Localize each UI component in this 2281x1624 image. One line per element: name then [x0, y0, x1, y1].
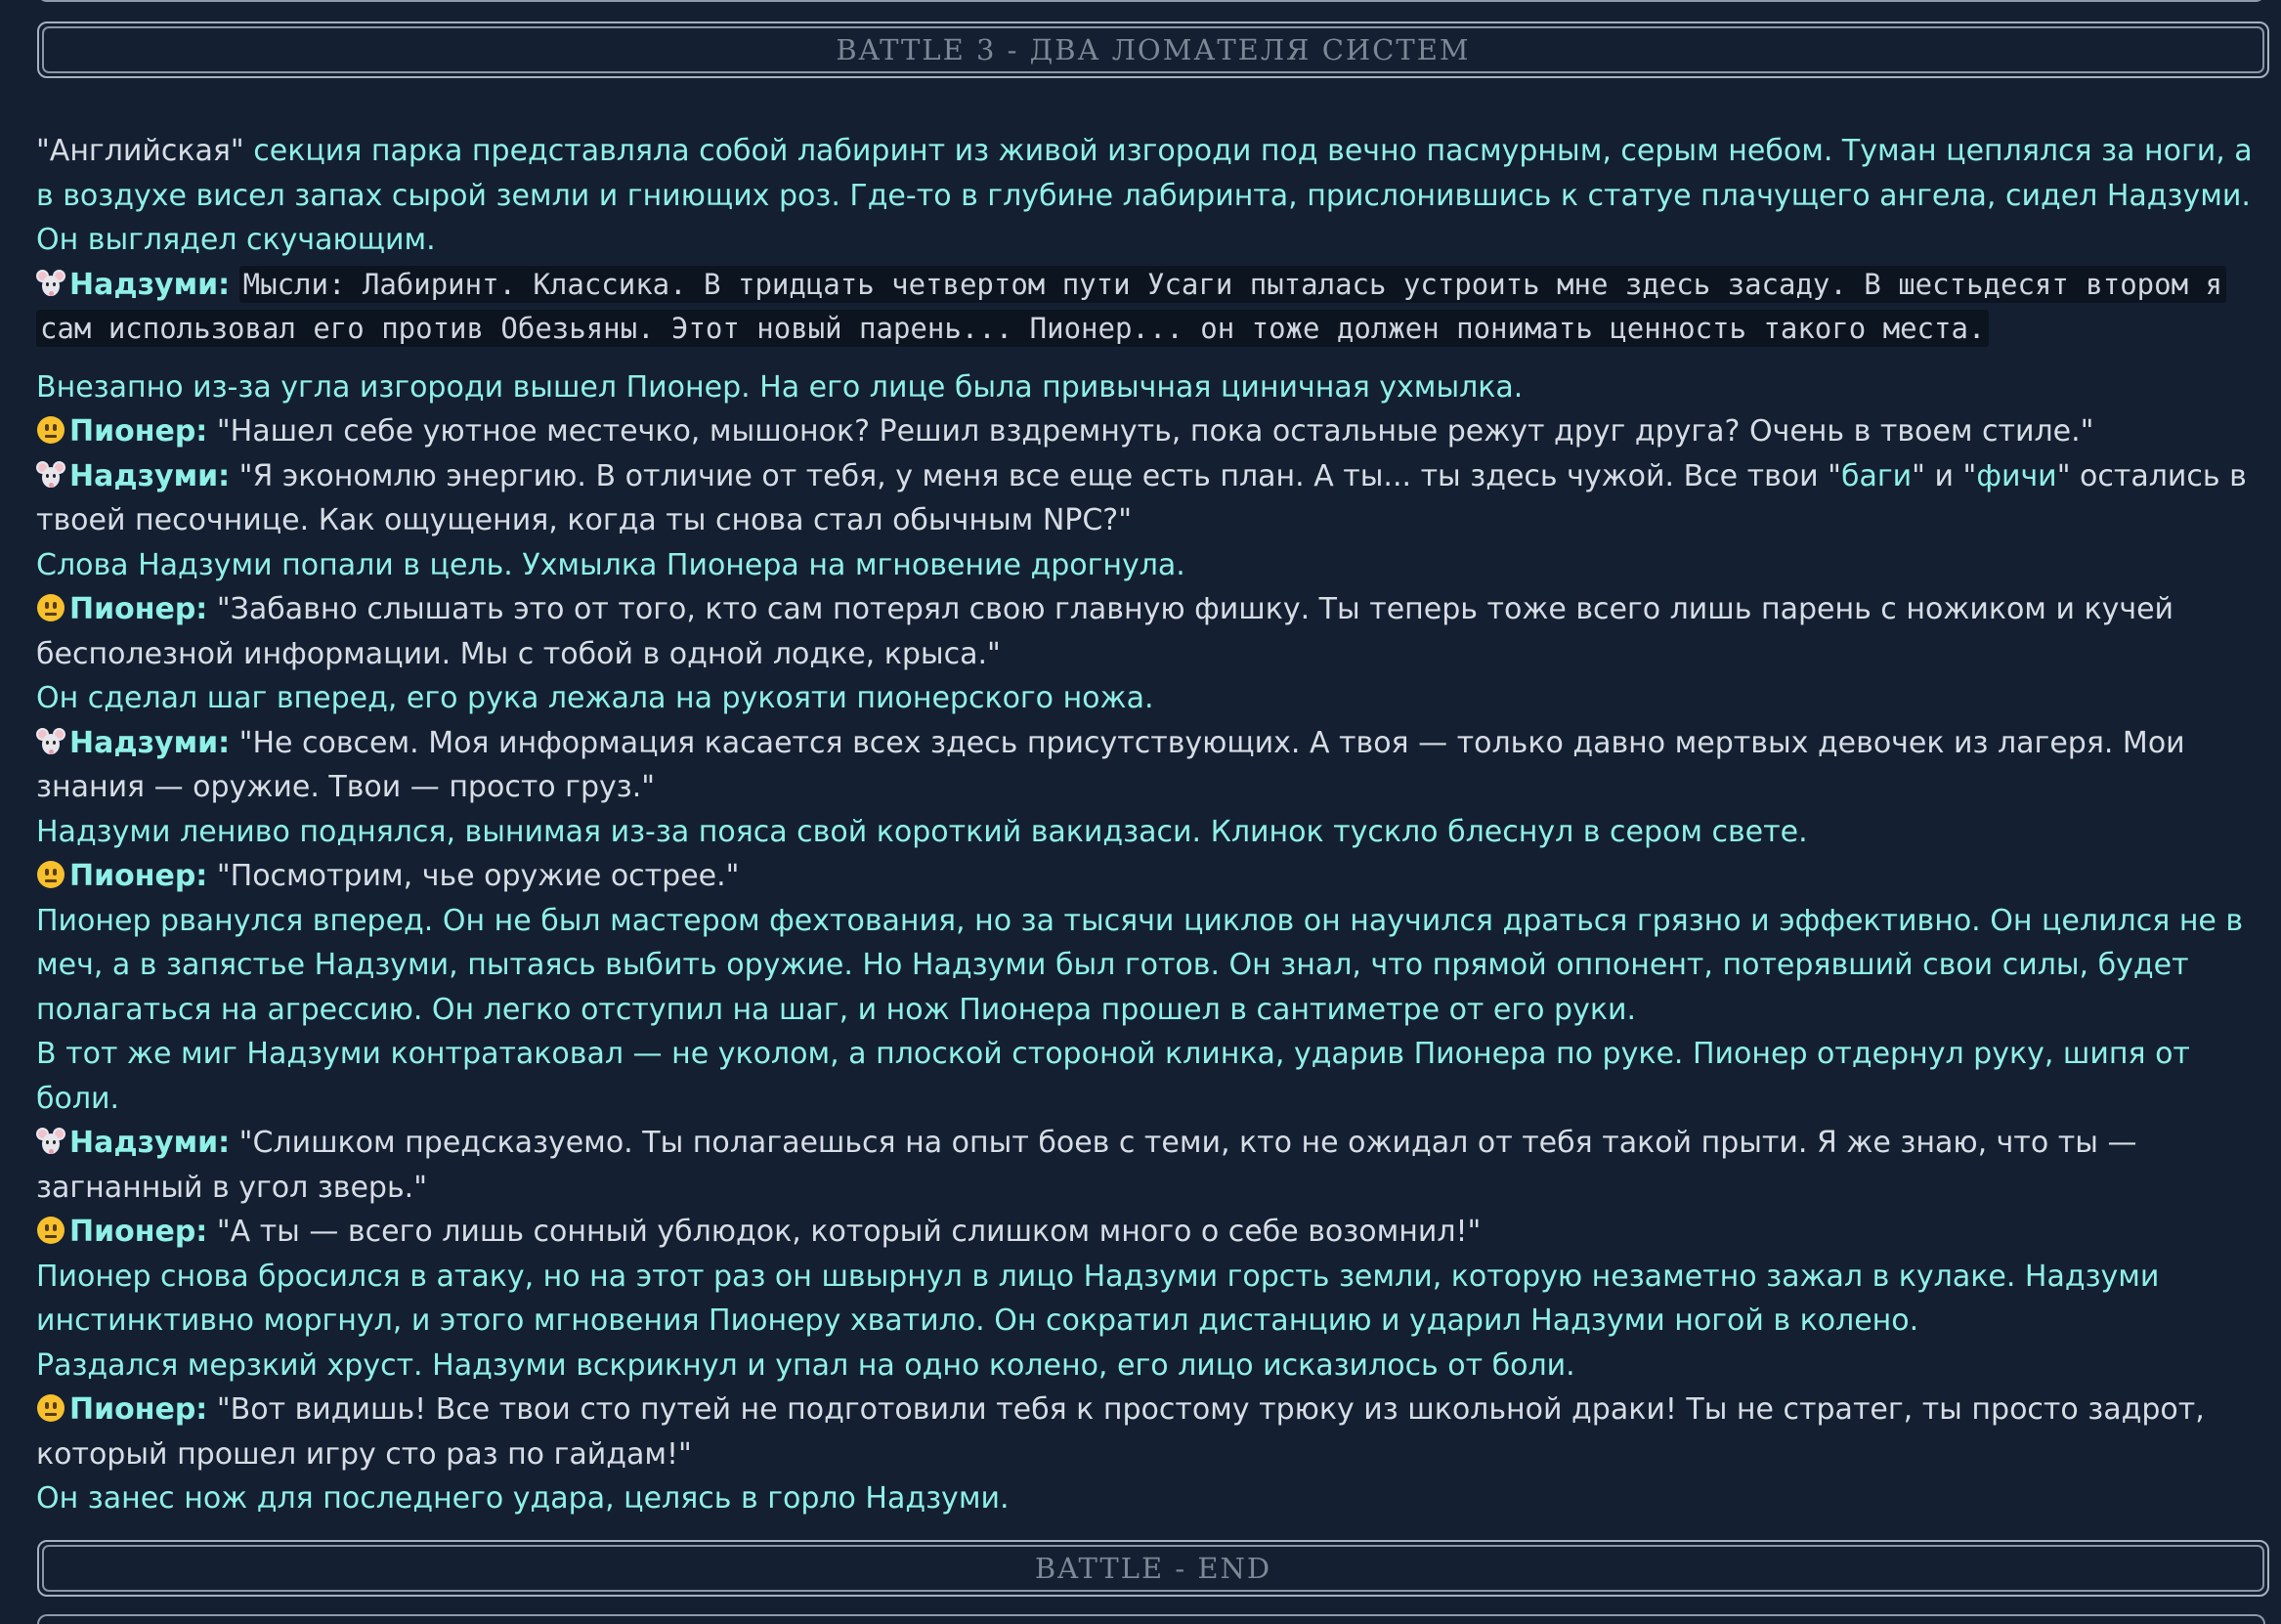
- mouse-face-icon: [36, 460, 65, 490]
- quoted-word: "Английская": [36, 134, 244, 168]
- speaker-pioneer: Пионер:: [69, 414, 208, 449]
- speaker-pioneer: Пионер:: [69, 1392, 208, 1427]
- dialogue-pioneer-3: Пионер: "Посмотрим, чье оружие острее.": [36, 854, 2274, 899]
- speaker-pioneer: Пионер:: [69, 1215, 208, 1249]
- speaker-nadzumi: Надзуми:: [69, 725, 231, 760]
- battle-end-banner: [37, 1540, 2269, 1597]
- speaker-pioneer: Пионер:: [69, 592, 208, 626]
- mouse-face-icon: [36, 1127, 65, 1156]
- narration-1: "Английская" секция парка представляла собой лабиринт из живой изгороди под вечно пасмурным, серым небом. Туман цеплялся за ноги, а в воздухе висел запах сырой земли и гниющих роз. Где-то в глубине лабиринта, прислонившись к статуе плачущего ангела, сидел Надзуми. Он выглядел скучающим.: [36, 134, 2253, 257]
- dialogue-nadzumi-2: Надзуми: "Не совсем. Моя информация касается всех здесь присутствующих. А твоя — только давно мертвых девочек из лагеря. Мои знания — оружие. Твои — просто груз.": [36, 725, 2185, 804]
- speaker-nadzumi: Надзуми:: [69, 267, 231, 302]
- mouse-face-icon: [36, 727, 65, 756]
- neutral-face-icon: [36, 860, 65, 889]
- dialogue-pioneer-5: Пионер: "Вот видишь! Все твои сто путей не подготовили тебя к простому трюку из школьной драки! Ты не стратег, ты просто задрот, который прошел игру сто раз по гайдам!": [36, 1392, 2205, 1472]
- neutral-face-icon: [36, 415, 65, 445]
- mouse-face-icon: [36, 269, 65, 298]
- narration-2: Внезапно из-за угла изгороди вышел Пионер. На его лице была привычная циничная ухмылка.: [36, 369, 1524, 405]
- dialogue-pioneer-2: Пионер: "Забавно слышать это от того, кто сам потерял свою главную фишку. Ты теперь тоже всего лишь парень с ножиком и кучей бесполезной информации. Мы с тобой в одной лодке, крыса.": [36, 592, 2174, 671]
- narration-3: Слова Надзуми попали в цель. Ухмылка Пионера на мгновение дрогнула.: [36, 547, 1185, 582]
- neutral-face-icon: [36, 593, 65, 622]
- narration-8: Пионер снова бросился в атаку, но на этот раз он швырнул в лицо Надзуми горсть земли, которую незаметно зажал в кулаке. Надзуми инстинктивно моргнул, и этого мгновения Пионеру хватило. Он сократил дистанцию и ударил Надзуми ногой в колено.: [36, 1259, 2160, 1338]
- battle-start-title: BATTLE 3 - ДВА ЛОМАТЕЛЯ СИСТЕМ: [42, 26, 2264, 73]
- thought-text: Мысли: Лабиринт. Классика. В тридцать четвертом пути Усаги пыталась устроить мне здесь засаду. В шестьдесят втором я сам использовал его против Обезьяны. Этот новый парень... Пионер... он тоже должен понимать ценность такого места.: [36, 266, 2226, 348]
- highlight-bugs: баги: [1840, 458, 1913, 493]
- narration-4: Он сделал шаг вперед, его рука лежала на рукояти пионерского ножа.: [36, 681, 1154, 715]
- speaker-nadzumi: Надзуми:: [69, 1126, 231, 1160]
- next-banner-edge: [37, 1614, 2265, 1624]
- highlight-features: фичи: [1976, 458, 2057, 493]
- neutral-face-icon: [36, 1216, 65, 1245]
- speaker-pioneer: Пионер:: [69, 859, 208, 893]
- battle-start-banner: [37, 21, 2269, 78]
- dialogue-pioneer-4: Пионер: "А ты — всего лишь сонный ублюдок, который слишком много о себе возомнил!": [36, 1210, 2274, 1255]
- speaker-nadzumi: Надзуми:: [69, 458, 231, 493]
- narration-10: Он занес нож для последнего удара, целясь в горло Надзуми.: [36, 1481, 1010, 1516]
- previous-banner-edge: [37, 0, 2265, 2]
- narration-6: Пионер рванулся вперед. Он не был мастером фехтования, но за тысячи циклов он научился драться грязно и эффективно. Он целился не в меч, а в запястье Надзуми, пытаясь выбить оружие. Но Надзуми был готов. Он знал, что прямой оппонент, потерявший свои силы, будет полагаться на агрессию. Он легко отступил на шаг, и нож Пионера прошел в сантиметре от его руки.: [36, 903, 2244, 1027]
- story-log: [36, 129, 2274, 1521]
- dialogue-pioneer-1: Пионер: "Нашел себе уютное местечко, мышонок? Решил вздремнуть, пока остальные режут друг друга? Очень в твоем стиле.": [36, 409, 2274, 454]
- dialogue-nadzumi-3: Надзуми: "Слишком предсказуемо. Ты полагаешься на опыт боев с теми, кто не ожидал от тебя такой прыти. Я же знаю, что ты — загнанный в угол зверь.": [36, 1126, 2137, 1205]
- narration-7: В тот же миг Надзуми контратаковал — не уколом, а плоской стороной клинка, ударив Пионера по руке. Пионер отдернул руку, шипя от боли.: [36, 1037, 2190, 1116]
- thought-line: [36, 263, 2274, 352]
- battle-end-title: BATTLE - END: [42, 1545, 2264, 1592]
- narration-9: Раздался мерзкий хруст. Надзуми вскрикнул и упал на одно колено, его лицо исказилось от боли.: [36, 1347, 1575, 1383]
- neutral-face-icon: [36, 1393, 65, 1423]
- dialogue-nadzumi-1: Надзуми: "Я экономлю энергию. В отличие от тебя, у меня все еще есть план. А ты... ты здесь чужой. Все твои "баги" и "фичи" остались в твоей песочнице. Как ощущения, когда ты снова стал обычным NPC?": [36, 458, 2247, 537]
- narration-5: Надзуми лениво поднялся, вынимая из-за пояса свой короткий вакидзаси. Клинок тускло блеснул в сером свете.: [36, 814, 1808, 849]
